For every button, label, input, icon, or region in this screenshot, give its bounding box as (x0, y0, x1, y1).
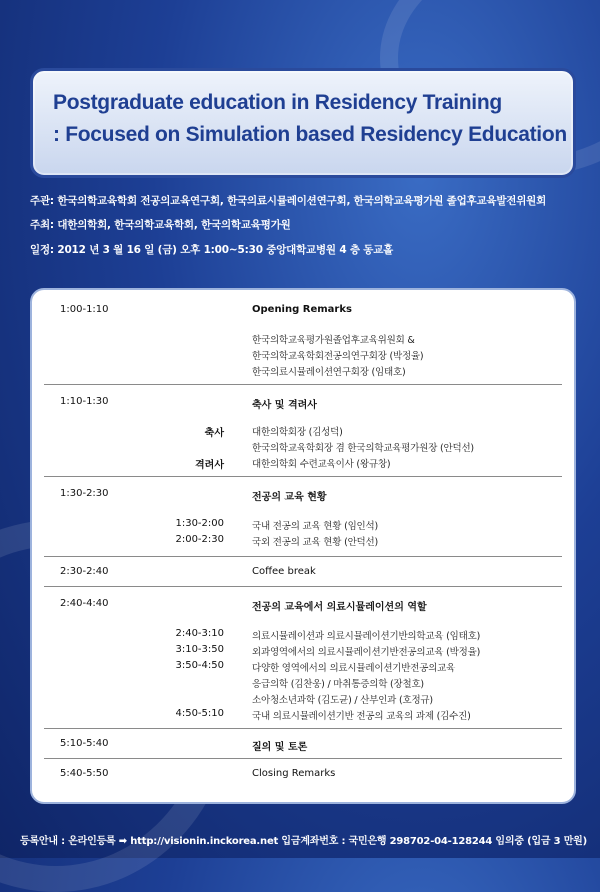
session-time: 2:30-2:40 (60, 566, 109, 577)
session-time: 1:10-1:30 (60, 396, 109, 407)
session-time: 5:40-5:50 (60, 768, 109, 779)
sponsor-line: 주최: 대한의학회, 한국의학교육학회, 한국의학교육평가원 (30, 219, 291, 231)
row-divider (44, 758, 562, 759)
session-time: 1:00-1:10 (60, 304, 109, 315)
sub-time: 1:30-2:00 (175, 518, 224, 529)
title-line-1: Postgraduate education in Residency Training (53, 91, 502, 114)
session-detail: 한국의료시뮬레이션연구회장 (임태호) (252, 367, 406, 378)
session-topic: Opening Remarks (252, 304, 352, 315)
session-topic: 축사 및 격려사 (252, 400, 317, 411)
session-detail: 국외 전공의 교육 현황 (안덕선) (252, 537, 379, 548)
session-time: 5:10-5:40 (60, 738, 109, 749)
session-time: 2:40-4:40 (60, 598, 109, 609)
session-detail: 대한의학회장 (김성덕) (252, 427, 343, 438)
row-divider (44, 384, 562, 385)
registration-footer: 등록안내 : 온라인등록 ➡ http://visionin.inckorea.net 입금계좌번호 : 국민은행 298702-04-128244 임의중 (입금 3 만원) (20, 836, 587, 847)
sub-time: 2:40-3:10 (175, 628, 224, 639)
date-line: 일정: 2012 년 3 월 16 일 (금) 오후 1:00~5:30 중앙대학교병원 4 층 동교홀 (30, 244, 394, 256)
row-divider (44, 728, 562, 729)
sub-label: 격려사 (195, 460, 224, 471)
schedule-panel (30, 288, 576, 804)
row-divider (44, 556, 562, 557)
session-detail: 외과영역에서의 의료시뮬레이션기반전공의교육 (박정율) (252, 647, 481, 658)
session-detail: 소아청소년과학 (김도균) / 산부인과 (호정규) (252, 695, 433, 706)
title-line-2: : Focused on Simulation based Residency Education (53, 123, 567, 146)
sub-time: 3:50-4:50 (175, 660, 224, 671)
session-topic: Closing Remarks (252, 768, 336, 779)
title-box (30, 68, 576, 178)
session-detail: 응급의학 (김찬웅) / 마취통증의학 (장철호) (252, 679, 424, 690)
session-detail: 대한의학회 수련교육이사 (왕규창) (252, 459, 391, 470)
row-divider (44, 586, 562, 587)
session-topic: 질의 및 토론 (252, 742, 308, 753)
session-topic: 전공의 교육에서 의료시뮬레이션의 역할 (252, 602, 427, 613)
row-divider (44, 476, 562, 477)
session-topic: 전공의 교육 현황 (252, 492, 327, 503)
sub-label: 축사 (204, 428, 224, 439)
session-topic: Coffee break (252, 566, 316, 577)
session-detail: 다양한 영역에서의 의료시뮬레이션기반전공의교육 (252, 663, 456, 674)
session-detail: 의료시뮬레이션과 의료시뮬레이션기반의학교육 (임태호) (252, 631, 481, 642)
session-detail: 국내 전공의 교육 현황 (임인석) (252, 521, 379, 532)
sub-time: 4:50-5:10 (175, 708, 224, 719)
sub-time: 3:10-3:50 (175, 644, 224, 655)
session-detail: 한국의학교육평가원졸업후교육위원회 & (252, 335, 415, 346)
session-detail: 한국의학교육학회전공의연구회장 (박정율) (252, 351, 424, 362)
sub-time: 2:00-2:30 (175, 534, 224, 545)
session-time: 1:30-2:30 (60, 488, 109, 499)
session-detail: 국내 의료시뮬레이션기반 전공의 교육의 과제 (김수진) (252, 711, 471, 722)
session-detail: 한국의학교육학회장 겸 한국의학교육평가원장 (안덕선) (252, 443, 474, 454)
host-line: 주관: 한국의학교육학회 전공의교육연구회, 한국의료시뮬레이션연구회, 한국의학교육평가원 졸업후교육발전위원회 (30, 195, 547, 207)
